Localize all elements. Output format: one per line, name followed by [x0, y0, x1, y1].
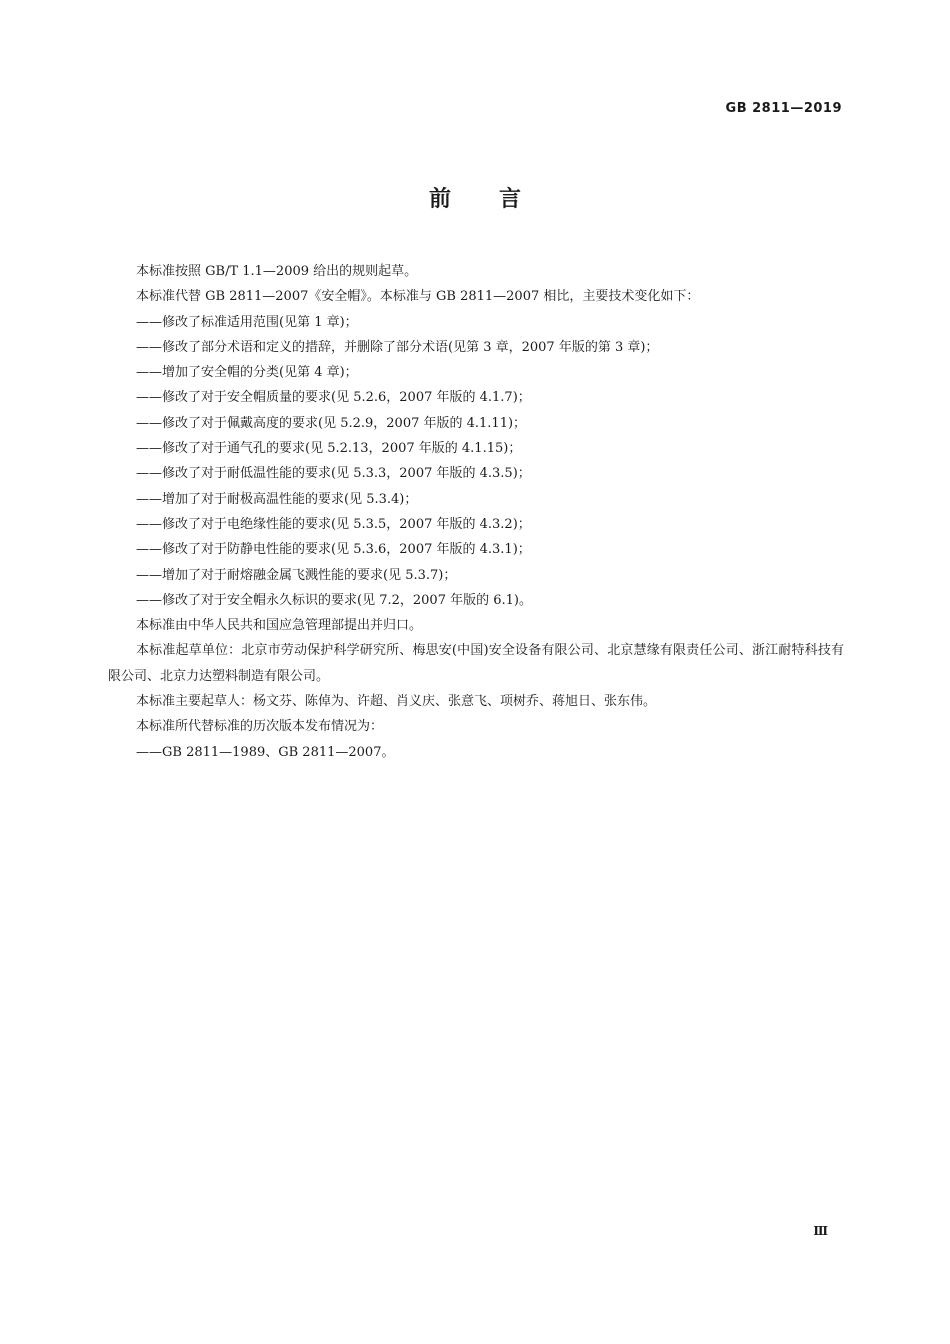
paragraph: 本标准代替 GB 2811—2007《安全帽》。本标准与 GB 2811—2007 相比，主要技术变化如下： — [136, 289, 700, 305]
page-title: 前言 — [428, 187, 569, 212]
list-item: ——修改了对于防静电性能的要求(见 5.3.6，2007 年版的 4.3.1)； — [136, 542, 531, 558]
list-item: ——增加了对于耐极高温性能的要求(见 5.3.4)； — [136, 491, 418, 507]
list-item: ——修改了对于安全帽永久标识的要求(见 7.2，2007 年版的 6.1)。 — [136, 592, 532, 608]
list-item: ——增加了安全帽的分类(见第 4 章)； — [136, 365, 358, 381]
paragraph: 本标准按照 GB/T 1.1—2009 给出的规则起草。 — [136, 264, 418, 279]
list-item: ——修改了对于耐低温性能的要求(见 5.3.3，2007 年版的 4.3.5)； — [136, 466, 531, 482]
list-item: ——修改了对于通气孔的要求(见 5.2.13，2007 年版的 4.1.15)； — [136, 441, 522, 457]
paragraph: 本标准主要起草人：杨文芬、陈倬为、许超、肖义庆、张意飞、项树乔、蒋旭日、张东伟。 — [136, 694, 657, 710]
list-item: ——修改了对于安全帽质量的要求(见 5.2.6，2007 年版的 4.1.7)； — [136, 390, 531, 406]
paragraph: 本标准起草单位：北京市劳动保护科学研究所、梅思安(中国)安全设备有限公司、北京慧缘有限责任公司、浙江耐特科技有限公司、北京力达塑料制造有限公司。 — [108, 643, 844, 684]
list-item: ——GB 2811—1989、GB 2811—2007。 — [136, 744, 395, 760]
list-item: ——修改了对于佩戴高度的要求(见 5.2.9，2007 年版的 4.1.11)； — [136, 415, 527, 431]
standard-number: GB 2811—2019 — [725, 101, 842, 116]
foreword-body — [108, 259, 844, 765]
page-number: Ⅲ — [813, 1224, 828, 1238]
paragraph: 本标准所代替标准的历次版本发布情况为： — [136, 719, 384, 735]
list-item: ——增加了对于耐熔融金属飞溅性能的要求(见 5.3.7)； — [136, 567, 457, 583]
paragraph: 本标准由中华人民共和国应急管理部提出并归口。 — [136, 618, 423, 634]
list-item: ——修改了对于电绝缘性能的要求(见 5.3.5，2007 年版的 4.3.2)； — [136, 516, 531, 532]
list-item: ——修改了标准适用范围(见第 1 章)； — [136, 314, 358, 330]
list-item: ——修改了部分术语和定义的措辞，并删除了部分术语(见第 3 章，2007 年版的第 3 章)； — [136, 339, 659, 355]
